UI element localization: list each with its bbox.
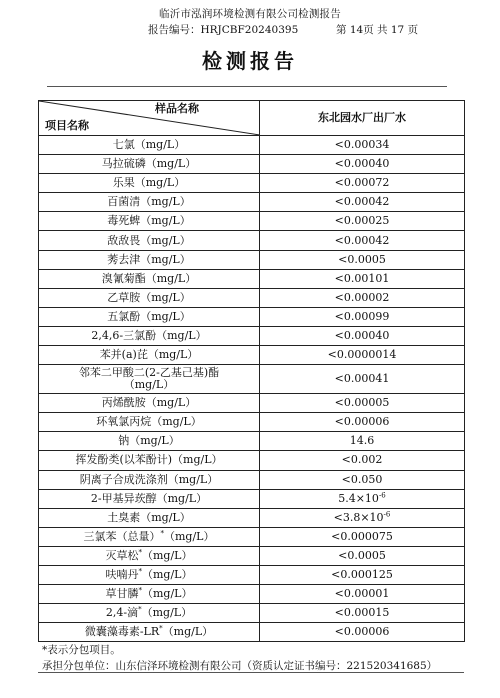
table-row bbox=[39, 623, 465, 642]
item-name: 挥发酚类(以苯酚计)（mg/L） bbox=[39, 451, 260, 470]
subcontract-star: * bbox=[160, 529, 164, 538]
table-row bbox=[39, 365, 465, 394]
item-name: 丙烯酰胺（mg/L） bbox=[39, 394, 260, 413]
table-row bbox=[39, 212, 465, 231]
item-name-base: 三氯苯（总量） bbox=[83, 529, 161, 543]
table-row bbox=[39, 432, 465, 451]
table-row bbox=[39, 174, 465, 193]
item-value: <0.00040 bbox=[260, 155, 465, 174]
table-row bbox=[39, 155, 465, 174]
item-unit: （mg/L） bbox=[142, 587, 193, 601]
table-row bbox=[39, 489, 465, 508]
item-value: <0.00042 bbox=[260, 231, 465, 250]
item-unit: （mg/L） bbox=[142, 548, 193, 562]
item-value: <0.000075 bbox=[260, 527, 465, 546]
item-value bbox=[260, 508, 465, 527]
table-row bbox=[39, 604, 465, 623]
top-divider bbox=[47, 86, 447, 87]
table-row bbox=[39, 250, 465, 269]
item-name: 阴离子合成洗涤剂（mg/L） bbox=[39, 470, 260, 489]
table-row bbox=[39, 451, 465, 470]
item-unit: （mg/L） bbox=[162, 625, 214, 639]
table-row bbox=[39, 527, 465, 546]
item-value: <0.00040 bbox=[260, 326, 465, 345]
item-value: <0.00005 bbox=[260, 394, 465, 413]
bottom-divider bbox=[38, 672, 464, 673]
item-name-line2: （mg/L） bbox=[123, 378, 175, 392]
table-row bbox=[39, 346, 465, 365]
table-row bbox=[39, 288, 465, 307]
document-title: 检测报告 bbox=[202, 49, 298, 73]
table-row bbox=[39, 193, 465, 212]
item-name-base: 2,4-滴 bbox=[105, 606, 139, 620]
item-name: 苯并(a)芘（mg/L） bbox=[39, 346, 260, 365]
subcontractor-info: 承担分包单位：山东信泽环境检测有限公司（资质认定证书编号：221520341685） bbox=[42, 660, 438, 672]
item-name-base: 微囊藻毒素-LR bbox=[84, 625, 160, 639]
item-name: 百菌清（mg/L） bbox=[39, 193, 260, 212]
value-base: 5.4×10 bbox=[338, 491, 379, 505]
table-row bbox=[39, 413, 465, 432]
subcontract-star: * bbox=[159, 624, 163, 633]
item-name: 2,4,6-三氯酚（mg/L） bbox=[39, 326, 260, 345]
report-company-header: 临沂市泓润环境检测有限公司检测报告 bbox=[159, 8, 341, 20]
item-value: <0.00101 bbox=[260, 269, 465, 288]
item-value: <0.00015 bbox=[260, 604, 465, 623]
item-name-base: 呋喃丹 bbox=[105, 568, 139, 582]
item-name bbox=[39, 623, 260, 642]
item-name: 敌敌畏（mg/L） bbox=[39, 231, 260, 250]
item-value: <0.050 bbox=[260, 470, 465, 489]
item-value: <0.002 bbox=[260, 451, 465, 470]
table-row bbox=[39, 326, 465, 345]
item-name: 乐果（mg/L） bbox=[39, 174, 260, 193]
subcontract-star: * bbox=[138, 548, 142, 557]
subcontract-star: * bbox=[138, 605, 142, 614]
table-row bbox=[39, 470, 465, 489]
table-row bbox=[39, 307, 465, 326]
table-row bbox=[39, 269, 465, 288]
item-name: 马拉硫磷（mg/L） bbox=[39, 155, 260, 174]
item-value: <0.00002 bbox=[260, 288, 465, 307]
item-name: 乙草胺（mg/L） bbox=[39, 288, 260, 307]
table-row bbox=[39, 508, 465, 527]
item-name-base: 灭草松 bbox=[105, 548, 139, 562]
item-value: <0.00072 bbox=[260, 174, 465, 193]
value-exponent: -6 bbox=[383, 510, 391, 519]
item-unit: （mg/L） bbox=[142, 568, 193, 582]
item-name bbox=[39, 565, 260, 584]
item-name: 七氯（mg/L） bbox=[39, 136, 260, 155]
table-row bbox=[39, 585, 465, 604]
item-value: <0.00025 bbox=[260, 212, 465, 231]
table-row bbox=[39, 231, 465, 250]
report-number: 报告编号：HRJCBF20240395 bbox=[148, 24, 299, 36]
item-value: <0.00041 bbox=[260, 365, 465, 394]
results-table bbox=[38, 100, 465, 642]
item-value: <0.0000014 bbox=[260, 346, 465, 365]
table-header-row bbox=[39, 101, 465, 136]
item-value: <0.00042 bbox=[260, 193, 465, 212]
item-name bbox=[39, 604, 260, 623]
item-value: <0.00034 bbox=[260, 136, 465, 155]
item-name: 莠去津（mg/L） bbox=[39, 250, 260, 269]
item-name bbox=[39, 585, 260, 604]
subcontract-star: * bbox=[138, 567, 142, 576]
item-name: 溴氰菊酯（mg/L） bbox=[39, 269, 260, 288]
header-item-name: 项目名称 bbox=[45, 119, 89, 132]
item-name bbox=[39, 365, 260, 394]
subcontract-note: *表示分包项目。 bbox=[42, 644, 121, 656]
page-info: 第 14页 共 17 页 bbox=[336, 24, 419, 36]
item-name: 钠（mg/L） bbox=[39, 432, 260, 451]
item-value: <0.0005 bbox=[260, 250, 465, 269]
item-name: 2-甲基异莰醇（mg/L） bbox=[39, 489, 260, 508]
table-row bbox=[39, 136, 465, 155]
item-unit: （mg/L） bbox=[141, 606, 193, 620]
item-name: 毒死蜱（mg/L） bbox=[39, 212, 260, 231]
item-value: <0.00006 bbox=[260, 413, 465, 432]
header-sample-location: 东北园水厂出厂水 bbox=[260, 101, 465, 136]
header-sample-name: 样品名称 bbox=[155, 102, 199, 115]
item-name: 五氯酚（mg/L） bbox=[39, 307, 260, 326]
item-value bbox=[260, 489, 465, 508]
value-exponent: -6 bbox=[378, 490, 386, 499]
table-row bbox=[39, 394, 465, 413]
item-value: <0.000125 bbox=[260, 565, 465, 584]
header-diagonal-cell bbox=[39, 101, 260, 136]
item-name bbox=[39, 527, 260, 546]
item-value: <0.00099 bbox=[260, 307, 465, 326]
value-base: <3.8×10 bbox=[333, 510, 384, 524]
item-name-line1: 邻苯二甲酸二(2-乙基己基)酯 bbox=[78, 366, 220, 380]
item-name: 土臭素（mg/L） bbox=[39, 508, 260, 527]
item-name: 环氧氯丙烷（mg/L） bbox=[39, 413, 260, 432]
item-value: 14.6 bbox=[260, 432, 465, 451]
item-name-base: 草甘膦 bbox=[105, 587, 139, 601]
item-value: <0.00001 bbox=[260, 585, 465, 604]
subcontract-star: * bbox=[138, 586, 142, 595]
table-row bbox=[39, 546, 465, 565]
table-row bbox=[39, 565, 465, 584]
item-value: <0.00006 bbox=[260, 623, 465, 642]
item-unit: （mg/L） bbox=[164, 529, 215, 543]
item-value: <0.0005 bbox=[260, 546, 465, 565]
item-name bbox=[39, 546, 260, 565]
